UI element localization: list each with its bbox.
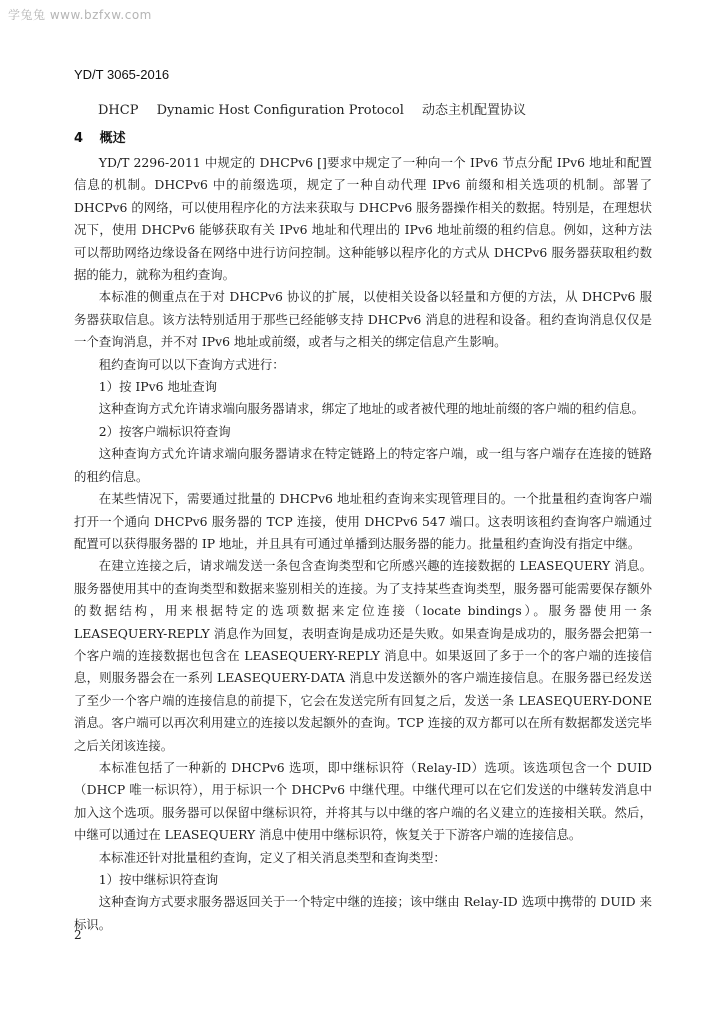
list-item: 1）按中继标识符查询 (98, 872, 219, 887)
paragraph: 本标准的侧重点在于对 DHCPv6 协议的扩展，以使相关设备以轻量和方便的方法，从 DHCPv6 服务器获取信息。该方法特别适用于那些已经能够支持 DHCPv6 消息的进程和设备。租约查询消息仅仅是一个查询消息，并不对 IPv6 地址或前缀，或者与之相关的绑定信息产生影响。 (74, 289, 652, 350)
paragraph: 在某些情况下，需要通过批量的 DHCPv6 地址租约查询来实现管理目的。一个批量租约查询客户端打开一个通向 DHCPv6 服务器的 TCP 连接，使用 DHCPv6 547 端口。这表明该租约查询客户端通过配置可以获得服务器的 IP 地址，并且具有可通过单播到达服务器的能力。批量租约查询没有指定中继。 (74, 491, 652, 551)
list-item: 2）按客户端标识符查询 (98, 423, 231, 439)
paragraph: 这种查询方式允许请求端向服务器请求在特定链路上的特定客户端，或一组与客户端存在连接的链路的租约信息。 (74, 446, 652, 484)
section-title: 概述 (99, 131, 126, 146)
paragraph: 在建立连接之后，请求端发送一条包含查询类型和它所感兴趣的连接数据的 LEASEQUERY 消息。服务器使用其中的查询类型和数据来鉴别相关的连接。为了支持某些查询类型，服务器可能需要保存额外的数据结构，用来根据特定的选项数据来定位连接（locate bindings）。服务器使用一条 LEASEQUERY-REPLY 消息作为回复，表明查询是成功还是失败。如果查询是成功的，服务器会把第一个客户端的连接数据也包含在 LEASEQUERY-REPLY 消息中。如果返回了多于一个的客户端的连接信息，则服务器会在一系列 LEASEQUERY-DATA 消息中发送额外的客户端连接信息。在服务器已经发送了至少一个客户端的连接信息的前提下，它会在发送完所有回复之后，发送一条 LEASEQUERY-DONE 消息。客户端可以再次利用建立的连接以发起额外的查询。TCP 连接的双方都可以在所有数据都发送完毕之后关闭该连接。 (74, 558, 652, 753)
abbreviation-zh: 动态主机配置协议 (422, 103, 527, 118)
paragraph: 这种查询方式要求服务器返回关于一个特定中继的连接；该中继由 Relay-ID 选项中携带的 DUID 来标识。 (74, 894, 652, 932)
paragraph: YD/T 2296-2011 中规定的 DHCPv6 []要求中规定了一种向一个 IPv6 节点分配 IPv6 地址和配置信息的机制。DHCPv6 中的前缀选项，规定了一种自动代理 IPv6 前缀和相关选项的机制。部署了 DHCPv6 的网络，可以使用程序化的方法来获取与 DHCPv6 服务器操作相关的数据。特别是，在理想状况下，使用 DHCPv6 能够获取有关 IPv6 地址和代理出的 IPv6 地址前缀的租约信息。例如，这种方法可以帮助网络边缘设备在网络中进行访问控制。这种能够以程序化的方式从 DHCPv6 服务器获取租约数据的能力，就称为租约查询。 (74, 155, 652, 283)
document-body (74, 152, 652, 936)
abbreviation-entry (98, 99, 540, 118)
section-number: 4 (74, 131, 84, 146)
paragraph: 本标准包括了一种新的 DHCPv6 选项，即中继标识符（Relay-ID）选项。该选项包含一个 DUID（DHCP 唯一标识符），用于标识一个 DHCPv6 中继代理。中继代理可以在它们发送的中继转发消息中加入这个选项。服务器可以保留中继标识符，并将其与以中继的客户端的名义建立的连接相关联。然后，中继可以通过在 LEASEQUERY 消息中使用中继标识符，恢复关于下游客户端的连接信息。 (74, 759, 652, 843)
paragraph: 这种查询方式允许请求端向服务器请求，绑定了地址的或者被代理的地址前缀的客户端的租约信息。 (98, 401, 644, 417)
abbreviation-full: Dynamic Host Configuration Protocol (156, 103, 404, 118)
watermark: 学兔兔 www.bzfxw.com (8, 8, 152, 22)
standard-code: YD/T 3065-2016 (74, 67, 170, 82)
section-heading (74, 127, 126, 146)
abbreviation-short: DHCP (98, 103, 139, 118)
page-number: 2 (74, 928, 82, 942)
paragraph: 租约查询可以以下查询方式进行： (98, 356, 285, 372)
paragraph: 本标准还针对批量租约查询，定义了相关消息类型和查询类型： (98, 849, 446, 865)
list-item: 1）按 IPv6 地址查询 (98, 379, 218, 395)
